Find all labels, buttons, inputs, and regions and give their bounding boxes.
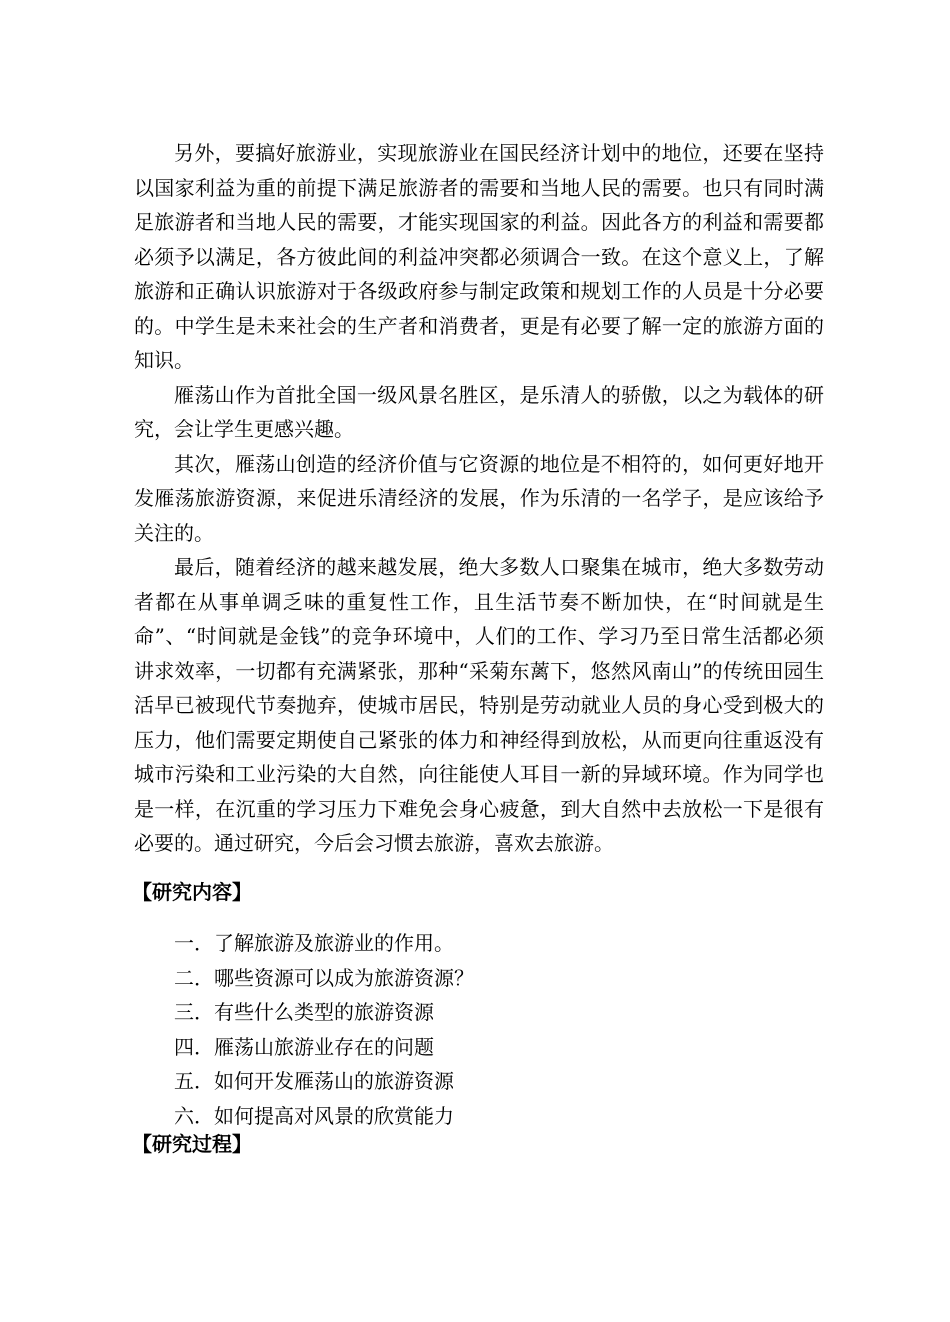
list-item: 一．了解旅游及旅游业的作用。 bbox=[174, 931, 454, 955]
list-item: 四．雁荡山旅游业存在的问题 bbox=[174, 1034, 434, 1059]
list-item: 六．如何提高对风景的欣赏能力 bbox=[174, 1103, 454, 1128]
list-item: 二．哪些资源可以成为旅游资源？ bbox=[174, 965, 474, 990]
body-text bbox=[134, 136, 824, 861]
list-item: 五．如何开发雁荡山的旅游资源 bbox=[174, 1069, 454, 1093]
heading-research-process: 【研究过程】 bbox=[132, 1132, 252, 1156]
list-item: 三．有些什么类型的旅游资源 bbox=[174, 1000, 434, 1024]
research-content-list bbox=[174, 926, 474, 1133]
paragraph-tourism-interests: 另外，要搞好旅游业，实现旅游业在国民经济计划中的地位，还要在坚持以国家利益为重的前提下满足旅游者的需要和当地人民的需要。也只有同时满足旅游者和当地人民的需要，才能实现国家的利益。因此各方的利益和需要都必须予以满足，各方彼此间的利益冲突都必须调合一致。在这个意义上，了解旅游和正确认识旅游对于各级政府参与制定政策和规划工作的人员是十分必要的。中学生是未来社会的生产者和消费者，更是有必要了解一定的旅游方面的知识。 bbox=[134, 141, 824, 372]
paragraph-yandang-pride: 雁荡山作为首批全国一级风景名胜区，是乐清人的骄傲，以之为载体的研究，会让学生更感兴趣。 bbox=[134, 382, 824, 441]
heading-research-content: 【研究内容】 bbox=[132, 880, 252, 904]
paragraph-urban-stress: 最后，随着经济的越来越发展，绝大多数人口聚集在城市，绝大多数劳动者都在从事单调乏味的重复性工作，且生活节奏不断加快，在“时间就是生命”、“时间就是金钱”的竞争环境中，人们的工作、学习乃至日常生活都必须讲求效率，一切都有充满紧张，那种“采菊东蓠下，悠然风南山”的传统田园生活早已被现代节奏抛弃，使城市居民，特别是劳动就业人员的身心受到极大的压力，他们需要定期使自己紧张的体力和神经得到放松，从而更向往重返没有城市污染和工业污染的大自然，向往能使人耳目一新的异域环境。作为同学也是一样，在沉重的学习压力下难免会身心疲惫，到大自然中去放松一下是很有必要的。通过研究，今后会习惯去旅游，喜欢去旅游。 bbox=[134, 555, 824, 855]
paragraph-economic-value: 其次，雁荡山创造的经济价值与它资源的地位是不相符的，如何更好地开发雁荡旅游资源，来促进乐清经济的发展，作为乐清的一名学子，是应该给予关注的。 bbox=[134, 451, 824, 545]
